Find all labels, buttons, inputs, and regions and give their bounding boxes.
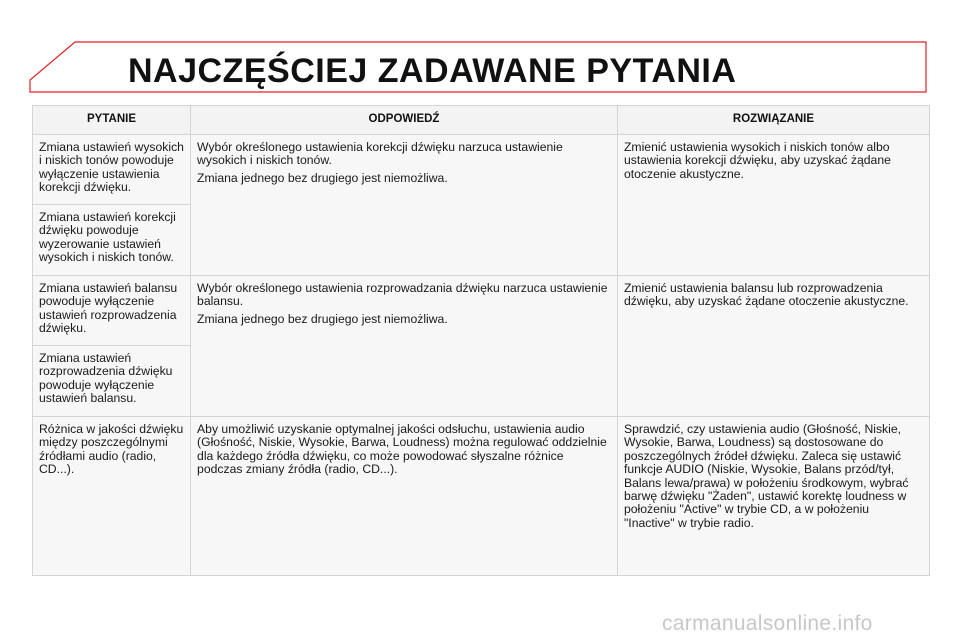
column-header-question: PYTANIE — [33, 106, 191, 135]
answer-cell — [191, 135, 618, 276]
column-header-answer: ODPOWIEDŹ — [191, 106, 618, 135]
answer-paragraph: Wybór określonego ustawienia rozprowadzania dźwięku narzuca ustawienie balansu. — [197, 281, 608, 309]
table-header-row — [33, 106, 930, 135]
column-header-solution: ROZWIĄZANIE — [617, 106, 929, 135]
answer-paragraph: Wybór określonego ustawienia korekcji dźwięku narzuca ustawienie wysokich i niskich tonów. — [197, 140, 563, 168]
answer-paragraph: Zmiana jednego bez drugiego jest niemożliwa. — [197, 170, 448, 185]
table-row — [33, 417, 930, 576]
solution-cell: Zmienić ustawienia wysokich i niskich tonów albo ustawienia korekcji dźwięku, aby uzyskać żądane otoczenie akustyczne. — [617, 135, 929, 276]
table-row — [33, 135, 930, 205]
header-band — [0, 0, 960, 105]
question-cell: Zmiana ustawień korekcji dźwięku powoduje wyzerowanie ustawień wysokich i niskich tonów. — [33, 205, 191, 276]
answer-cell — [191, 276, 618, 417]
faq-table — [32, 105, 930, 576]
page-title: NAJCZĘŚCIEJ ZADAWANE PYTANIA — [128, 52, 737, 90]
question-cell: Zmiana ustawień wysokich i niskich tonów powoduje wyłączenie ustawienia korekcji dźwięku. — [33, 135, 191, 205]
question-cell: Różnica w jakości dźwięku między poszczególnymi źródłami audio (radio, CD...). — [33, 417, 191, 576]
solution-cell: Sprawdzić, czy ustawienia audio (Głośność, Niskie, Wysokie, Barwa, Loudness) są dostosowane do poszczególnych źródeł dźwięku. Zaleca się ustawić funkcje AUDIO (Niskie, Wysokie, Balans przód/tył, Balans lewa/prawa) w położeniu środkowym, wybrać barwę dźwięku "Żaden", ustawić korektę loudness w położeniu "Active" w trybie CD, a w położeniu "Inactive" w trybie radio. — [617, 417, 929, 576]
answer-cell: Aby umożliwić uzyskanie optymalnej jakości odsłuchu, ustawienia audio (Głośność, Niskie, Wysokie, Barwa, Loudness) można regulować oddzielnie dla każdego źródła dźwięku, co może powodować słyszalne różnice podczas zmiany źródła (radio, CD...). — [191, 417, 618, 576]
answer-paragraph: Zmiana jednego bez drugiego jest niemożliwa. — [197, 311, 448, 326]
solution-cell: Zmienić ustawienia balansu lub rozprowadzenia dźwięku, aby uzyskać żądane otoczenie akustyczne. — [617, 276, 929, 417]
table-row — [33, 276, 930, 346]
question-cell: Zmiana ustawień balansu powoduje wyłączenie ustawień rozprowadzenia dźwięku. — [33, 276, 191, 346]
question-cell: Zmiana ustawień rozprowadzenia dźwięku powoduje wyłączenie ustawień balansu. — [33, 346, 191, 417]
watermark: carmanualsonline.info — [662, 612, 873, 635]
